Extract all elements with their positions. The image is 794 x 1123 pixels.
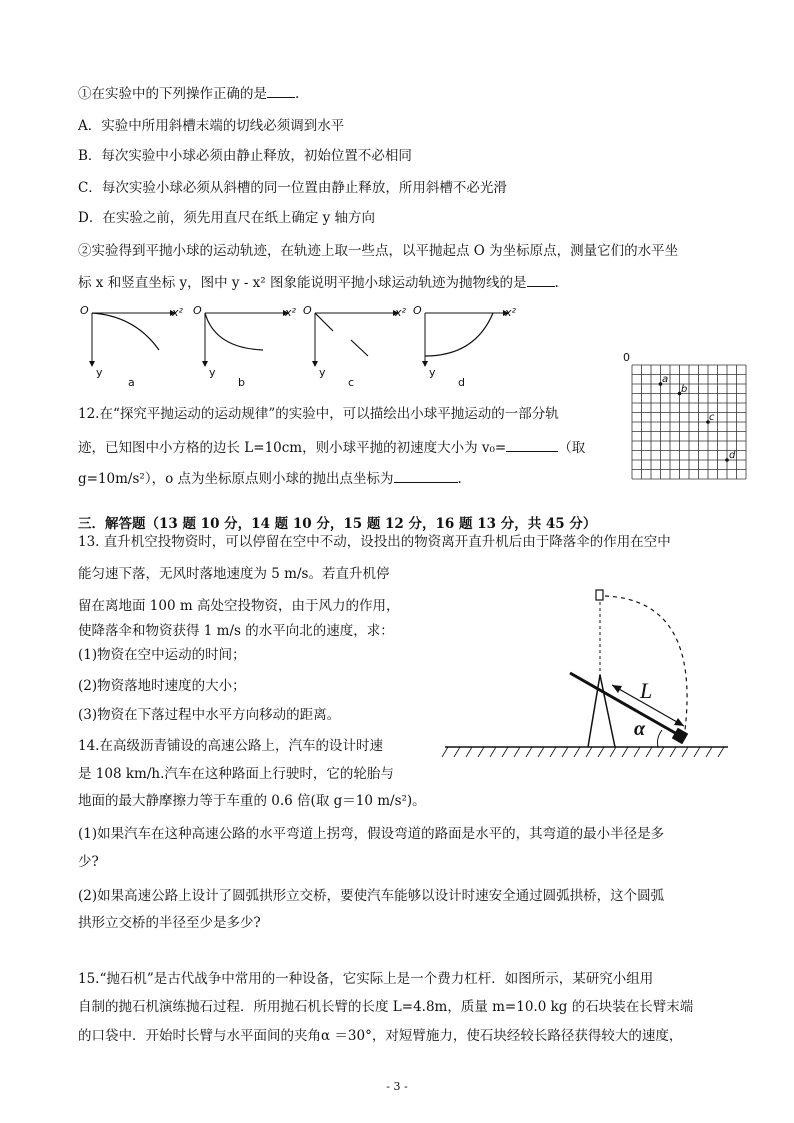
- q13-sub2: (2)物资落地时速度的大小；: [78, 678, 246, 694]
- q14-line2: 是 108 km/h.汽车在这种路面上行驶时，它的轮胎与: [78, 766, 394, 782]
- catapult-label-alpha: α: [634, 718, 646, 740]
- graph-a-label: a: [128, 376, 135, 389]
- graph-b-xaxis: x²: [285, 306, 296, 319]
- graph-d-xaxis: x²: [505, 306, 516, 319]
- q12-line3: g=10m/s²），o 点为坐标原点则小球的抛出点坐标为 .: [78, 468, 462, 488]
- q11-option-b: B．每次实验中小球必须由静止释放，初始位置不必相同: [78, 148, 412, 164]
- graph-c-yaxis: y: [319, 366, 326, 379]
- q11-part1: ①在实验中的下列操作正确的是 .: [78, 83, 299, 103]
- v0-blank[interactable]: [506, 437, 558, 452]
- q14-sub2-line1: (2)如果高速公路上设计了圆弧拱形立交桥，要使汽车能够以设计时速安全通过圆弧拱桥，这个圆弧: [78, 888, 665, 904]
- q13-line1: 13. 直升机空投物资时，可以停留在空中不动，设投出的物资离开直升机后由于降落伞的作用在空中: [78, 534, 671, 550]
- grid-label-c: c: [709, 412, 715, 423]
- graph-b-origin: O: [193, 304, 202, 317]
- grid-origin-label: 0: [623, 351, 630, 364]
- grid-label-a: a: [662, 374, 669, 385]
- q12-line1: 12.在“探究平抛运动的运动规律”的实验中，可以描绘出小球平抛运动的一部分轨: [78, 406, 559, 422]
- answer-blank[interactable]: [527, 272, 555, 287]
- q13-sub3: (3)物资在下落过程中水平方向移动的距离。: [78, 707, 341, 723]
- q11-part1-prompt: ①在实验中的下列操作正确的是: [78, 86, 267, 102]
- q14-sub1-line1: (1)如果汽车在这种高速公路的水平弯道上拐弯，假设弯道的路面是水平的，其弯道的最小半径是多: [78, 826, 665, 842]
- catapult-label-L: L: [640, 678, 653, 703]
- q14-line3: 地面的最大静摩擦力等于车重的 0.6 倍(取 g＝10 m/s²)。: [78, 793, 426, 809]
- q11-part2-line1: ②实验得到平抛小球的运动轨迹，在轨迹上取一些点，以平抛起点 O 为坐标原点，测量它们的水平坐: [78, 243, 679, 259]
- section-3-title: 三．解答题（13 题 10 分，14 题 10 分，15 题 12 分，16 题 13 分，共 45 分）: [78, 516, 597, 532]
- graph-a-xaxis: x²: [172, 306, 183, 319]
- q11-option-c: C．每次实验小球必须从斜槽的同一位置由静止释放，所用斜槽不必光滑: [78, 180, 507, 196]
- q13-sub1: (1)物资在空中运动的时间；: [78, 647, 246, 663]
- q15-line2: 自制的抛石机演练抛石过程．所用抛石机长臂的长度 L=4.8m，质量 m=10.0 kg 的石块装在长臂末端: [78, 999, 694, 1015]
- graph-c-xaxis: x²: [395, 306, 406, 319]
- grid-label-d: d: [729, 450, 736, 461]
- page-number: - 3 -: [386, 1080, 408, 1093]
- q12-line2: 迹，已知图中小方格的边长 L=10cm，则小球平抛的初速度大小为 v₀= （取: [78, 437, 585, 457]
- q13-line4: 使降落伞和物资获得 1 m/s 的水平向北的速度，求：: [78, 623, 394, 639]
- graph-b-yaxis: y: [209, 366, 216, 379]
- graph-d-origin: O: [413, 304, 422, 317]
- graph-c: [312, 310, 399, 367]
- q14-sub1-line2: 少?: [78, 854, 99, 870]
- graph-b-label: b: [238, 376, 245, 389]
- graph-a-origin: O: [80, 304, 89, 317]
- graph-d-label: d: [458, 376, 465, 389]
- graph-b: [202, 310, 289, 367]
- q11-option-a: A．实验中所用斜槽末端的切线必须调到水平: [78, 118, 345, 134]
- q14-sub2-line2: 拱形立交桥的半径至少是多少?: [78, 915, 261, 931]
- launch-point-blank[interactable]: [394, 468, 458, 483]
- q14-line1: 14.在高级沥青铺设的高速公路上，汽车的设计时速: [78, 738, 383, 754]
- graph-d: [422, 310, 509, 367]
- q13-line2: 能匀速下落，无风时落地速度为 5 m/s。若直升机停: [78, 566, 390, 582]
- answer-blank[interactable]: [267, 83, 295, 98]
- q11-part2-line2: 标 x 和竖直坐标 y，图中 y - x² 图象能说明平抛小球运动轨迹为抛物线的是 .: [78, 272, 559, 292]
- graph-a: [89, 310, 176, 367]
- graph-c-label: c: [348, 376, 355, 389]
- catapult-figure: [440, 580, 740, 765]
- q13-line3: 留在离地面 100 m 高处空投物资，由于风力的作用，: [78, 598, 400, 614]
- graph-c-origin: O: [303, 304, 312, 317]
- grid-label-b: b: [681, 384, 688, 395]
- graph-a-yaxis: y: [96, 366, 103, 379]
- trajectory-grid: [615, 350, 755, 488]
- q15-line3: 的口袋中．开始时长臂与水平面间的夹角α ＝30°，对短臂施力，使石块经较长路径获得较大的速度，: [78, 1028, 683, 1044]
- q11-option-d: D．在实验之前，须先用直尺在纸上确定 y 轴方向: [78, 210, 376, 226]
- q15-line1: 15.“抛石机”是古代战争中常用的一种设备，它实际上是一个费力杠杆．如图所示，某研究小组用: [78, 971, 654, 987]
- graph-d-yaxis: y: [429, 366, 436, 379]
